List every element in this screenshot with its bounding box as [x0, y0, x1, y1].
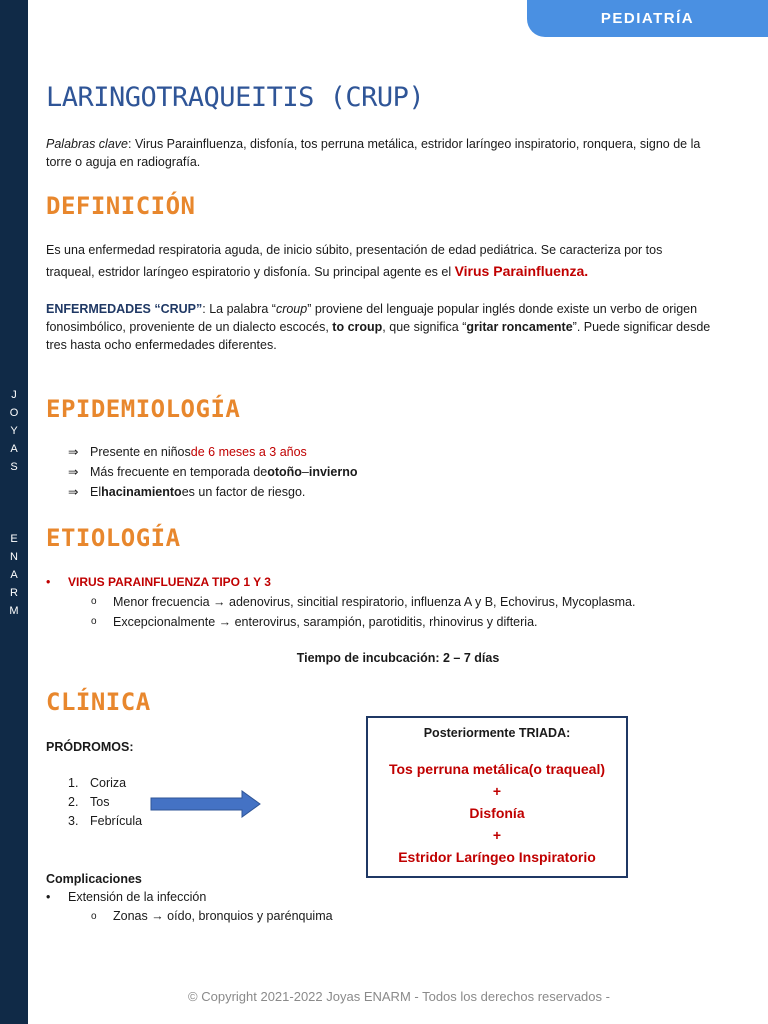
complications-title: Complicaciones	[46, 872, 142, 886]
item-text: Tos	[90, 795, 110, 809]
list-item	[68, 442, 358, 462]
footer-copyright: © Copyright 2021-2022 Joyas ENARM - Todos los derechos reservados -	[188, 989, 610, 1004]
arrow-marker: ⇒	[68, 485, 79, 499]
triad-title: Posteriormente TRIADA:	[423, 726, 571, 740]
list-number: 1.	[68, 776, 79, 790]
keywords-text-2: torre o aguja en radiografía.	[46, 155, 201, 169]
sidebar-letter: M	[9, 605, 19, 617]
list-item	[68, 482, 358, 502]
sidebar-letter: O	[9, 407, 19, 419]
croup-text: tres hasta ocho enfermedades diferentes.	[46, 338, 277, 352]
list-item	[68, 462, 358, 482]
list-number: 3.	[68, 814, 79, 828]
list-item	[46, 612, 635, 632]
item-text: Extensión de la infección	[68, 890, 207, 904]
item-bold: invierno	[308, 465, 358, 479]
keywords-label: Palabras clave	[46, 137, 128, 151]
item-text: –	[301, 465, 309, 479]
item-bold: hacinamiento	[101, 485, 182, 499]
sidebar-letter: N	[10, 551, 18, 563]
croup-label: ENFERMEDADES “CRUP”	[46, 302, 203, 316]
arrow-marker: ⇒	[68, 445, 79, 459]
triad-box	[366, 716, 628, 878]
item-highlight: de 6 meses a 3 años	[190, 445, 307, 459]
list-item	[68, 793, 142, 812]
bullet-marker: •	[46, 575, 51, 589]
item-text: El	[90, 485, 102, 499]
epidemiology-list	[68, 442, 358, 502]
croup-text: , que significa “	[382, 320, 467, 334]
etiology-list	[46, 572, 635, 632]
croup-text: ”. Puede significar desde	[572, 320, 711, 334]
etiology-main: VIRUS PARAINFLUENZA TIPO 1 Y 3	[68, 575, 271, 589]
definition-agent: Virus Parainfluenza.	[454, 263, 589, 279]
croup-text: : La palabra “	[202, 302, 276, 316]
list-item	[46, 592, 635, 612]
incubation-time: Tiempo de incubcación: 2 – 7 días	[296, 651, 500, 665]
bullet-marker: •	[46, 890, 51, 904]
list-number: 2.	[68, 795, 79, 809]
triad-plus: +	[492, 827, 502, 843]
sidebar	[0, 0, 28, 1024]
item-text: Más frecuente en temporada de	[90, 465, 268, 479]
sidebar-vertical-text	[0, 386, 28, 620]
item-text: es un factor de riesgo.	[181, 485, 306, 499]
croup-paragraph	[46, 300, 726, 354]
list-item	[46, 907, 333, 926]
sidebar-letter: Y	[10, 425, 18, 437]
list-item	[68, 774, 142, 793]
list-item	[68, 812, 142, 831]
section-tag: PEDIATRÍA	[527, 0, 768, 37]
sidebar-letter: A	[10, 443, 18, 455]
triad-item: Estridor Laríngeo Inspiratorio	[398, 849, 596, 865]
list-item	[46, 888, 333, 907]
heading-clinica: CLÍNICA	[46, 688, 151, 716]
triad-item: Tos perruna metálica(o traqueal)	[388, 761, 605, 777]
item-text: Presente en niños	[90, 445, 191, 459]
definition-line: traqueal, estridor laríngeo espiratorio y disfonía. Su principal agente es el	[46, 265, 455, 279]
croup-text: ” proviene del lenguaje popular inglés donde existe un verbo de origen	[307, 302, 698, 316]
list-item	[46, 572, 635, 592]
heading-epidemiologia: EPIDEMIOLOGÍA	[46, 395, 241, 423]
triad-plus: +	[492, 783, 502, 799]
sidebar-letter: R	[10, 587, 18, 599]
croup-word: croup	[275, 302, 308, 316]
croup-bold: to croup	[332, 320, 383, 334]
definition-paragraph	[46, 240, 736, 283]
keywords-paragraph	[46, 135, 726, 171]
complications-list	[46, 888, 333, 926]
heading-etiologia: ETIOLOGÍA	[46, 524, 181, 552]
item-text: Zonas → oído, bronquios y parénquima	[113, 909, 333, 923]
sidebar-letter: J	[11, 389, 17, 401]
croup-text: fonosimbólico, proveniente de un dialecto escocés,	[46, 320, 333, 334]
right-arrow-icon	[150, 790, 262, 818]
sidebar-letter: S	[10, 461, 18, 473]
arrow-marker: ⇒	[68, 465, 79, 479]
definition-line: Es una enfermedad respiratoria aguda, de inicio súbito, presentación de edad pediátrica. Se caracteriza por tos	[46, 243, 663, 257]
item-bold: otoño	[267, 465, 302, 479]
triad-item: Disfonía	[469, 805, 525, 821]
croup-bold: gritar roncamente	[466, 320, 573, 334]
page-title: LARINGOTRAQUEITIS (CRUP)	[46, 82, 425, 113]
circle-marker: o	[91, 911, 97, 922]
circle-marker: o	[91, 616, 97, 627]
circle-marker: o	[91, 596, 97, 607]
keywords-text: : Virus Parainfluenza, disfonía, tos perruna metálica, estridor laríngeo inspiratorio, ronquera, signo de la	[128, 137, 701, 151]
prodromes-list	[68, 774, 142, 831]
prodromes-title: PRÓDROMOS:	[46, 740, 134, 754]
item-text: Febrícula	[90, 814, 143, 828]
etiology-sub: Excepcionalmente → enterovirus, sarampión, parotiditis, rhinovirus y difteria.	[113, 615, 538, 629]
etiology-sub: Menor frecuencia → adenovirus, sincitial respiratorio, influenza A y B, Echovirus, Mycoplasma.	[113, 595, 636, 609]
sidebar-letter: E	[10, 533, 18, 545]
sidebar-letter: A	[10, 569, 18, 581]
heading-definicion: DEFINICIÓN	[46, 192, 196, 220]
item-text: Coriza	[90, 776, 127, 790]
